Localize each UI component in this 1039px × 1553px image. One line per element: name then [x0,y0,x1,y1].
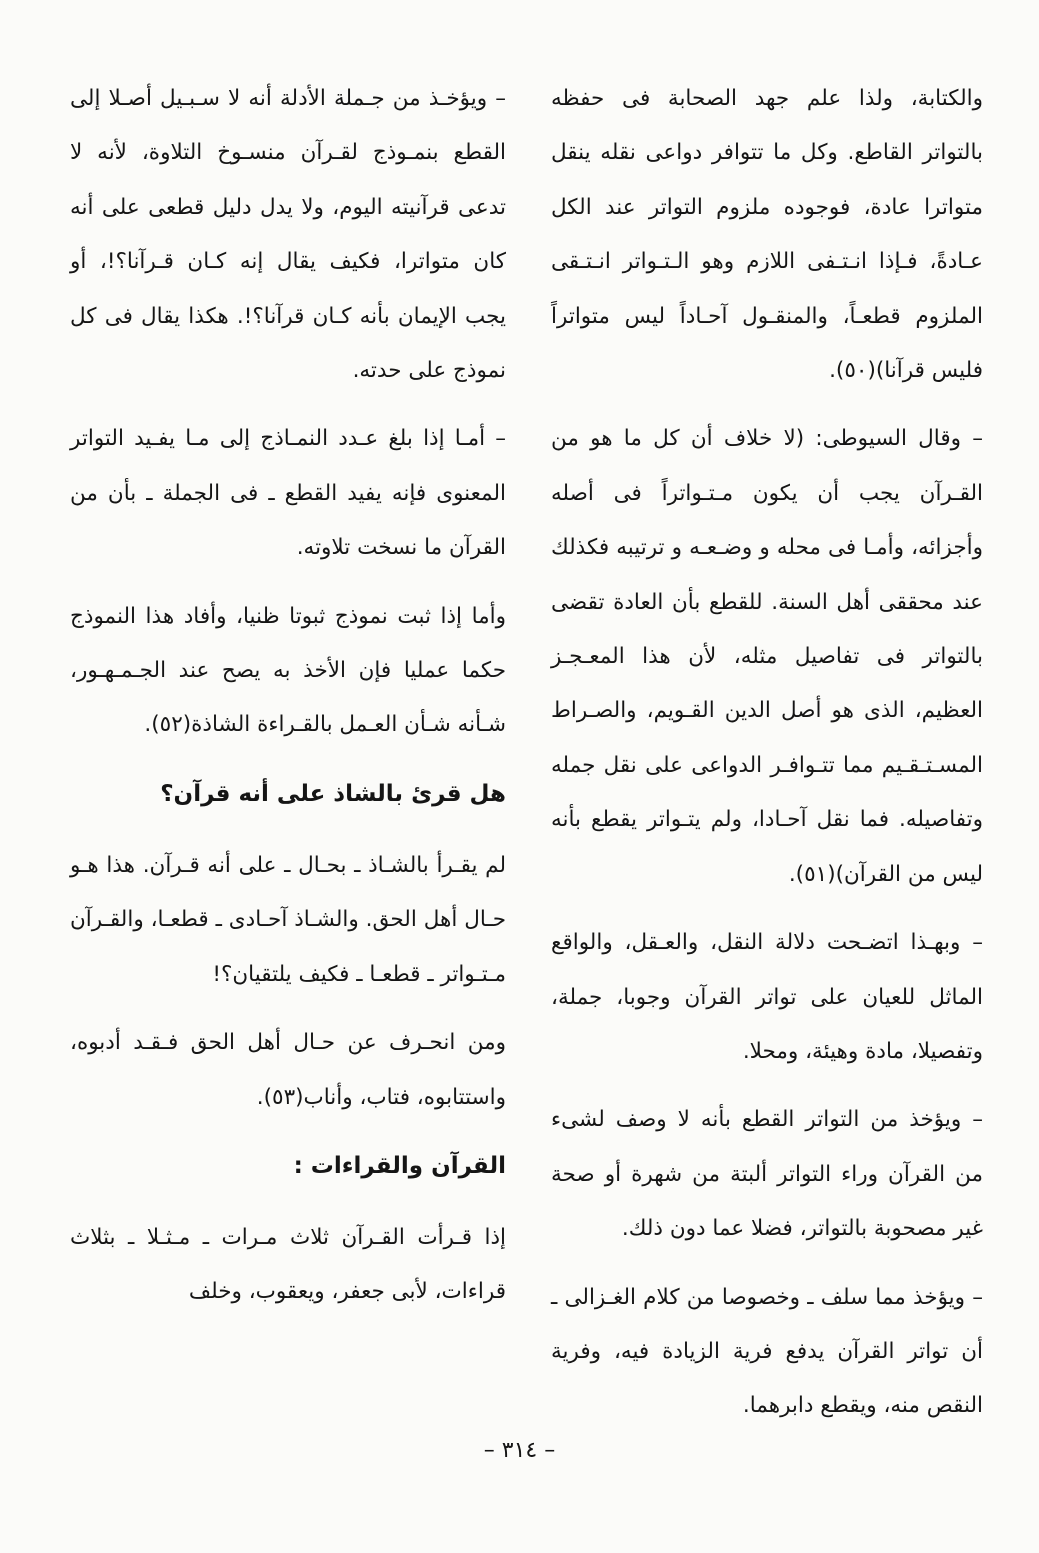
paragraph: – ويؤخذ مما سلف ـ وخصوصا من كلام الغـزالى ـ أن تواتر القرآن يدفع فرية الزيادة فيه، وفرية النقص منه، ويقطع دابرهما. [551,1284,983,1419]
paragraph: إذا قـرأت القـرآن ثلاث مـرات ـ مـثـلا ـ بثلاث قراءات، لأبى جعفر، ويعقوب، وخلف [70,1224,506,1305]
paragraph: وأما إذا ثبت نموذج ثبوتا ظنيا، وأفاد هذا النموذج حكما عمليا فإن الأخذ به يصح عند الجـمـهـور، شـأنه شـأن العـمل بالقـراءة الشاذة(٥٢). [70,603,506,738]
page-number: – ٣١٤ – [483,1438,556,1463]
paragraph: – وبهـذا اتضـحت دلالة النقل، والعـقل، والواقع الماثل للعيان على تواتر القرآن وجوبا، جملة، وتفصيلا، مادة وهيئة، ومحلا. [551,930,983,1064]
paragraph: والكتابة، ولذا علم جهد الصحابة فى حفظه بالتواتر القاطع. وكل ما تتوافر دواعى نقله ينقل متواترا عادة، فوجوده ملزوم التواتر عند الكل عـادةً، فـإذا انـتـفى اللازم وهو الـتـواتر انـتـقى الملزوم قطعـاً، والمنقـول آحـاداً ليس متواتراً فليس قرآنا)(٥٠). [551,86,983,384]
paragraph: – ويؤخـذ من جـملة الأدلة أنه لا سـبـيل أصـلا إلى القطع بنمـوذج لقـرآن منسـوخ التلاوة، لأنه لا تدعى قرآنيته اليوم، ولا يدل دليل قطعى على أنه كان متواترا، فكيف يقال إنه كـان قـرآنا؟!، أو يجب الإيمان بأنه كـان قرآنا؟!. هكذا يقال فى كل نموذج على حدته. [70,86,506,384]
paragraph: – ويؤخذ من التواتر القطع بأنه لا وصف لشىء من القرآن وراء التواتر ألبتة من شهرة أو صحة غير مصحوبة بالتواتر، فضلا عما دون ذلك. [551,1107,983,1242]
paragraph: ومن انحـرف عن حـال أهل الحق فـقـد أدبوه، واستتابوه، فتاب، وأناب(٥٣). [70,1030,506,1110]
paragraph: – أمـا إذا بلغ عـدد النمـاذج إلى مـا يفـيد التواتر المعنوى فإنه يفيد القطع ـ فى الجملة ـ بأن من القرآن ما نسخت تلاوته. [70,426,506,561]
left-text-column [70,72,506,1334]
right-text-column [551,72,983,1448]
section-heading: القرآن والقراءات : [293,1152,506,1179]
section-heading: هل قرئ بالشاذ على أنه قرآن؟ [160,780,506,807]
paragraph: لم يقـرأ بالشـاذ ـ بحـال ـ على أنه قـرآن. هذا هـو حـال أهل الحق. والشـاذ آحـادى ـ قطعـا، والقـرآن مـتـواتر ـ قطعـا ـ فكيف يلتقيان؟! [70,852,506,987]
paragraph: – وقال السيوطى: (لا خلاف أن كل ما هو من القـرآن يجب أن يكون مـتـواتراً فى أصله وأجزائه، وأمـا فى محله و وضـعـه و ترتيبه فكذلك عند محققى أهل السنة. للقطع بأن العادة تقضى بالتواتر فى تفاصيل مثله، لأن هذا المعـجـز العظيم، الذى هو أصل الدين القـويم، والصـراط المسـتـقـيم مما تتـوافـر الدواعى على نقل جمله وتفاصيله. فما نقل آحـادا، ولم يتـواتر يقطع بأنه ليس من القرآن)(٥١). [551,426,983,887]
